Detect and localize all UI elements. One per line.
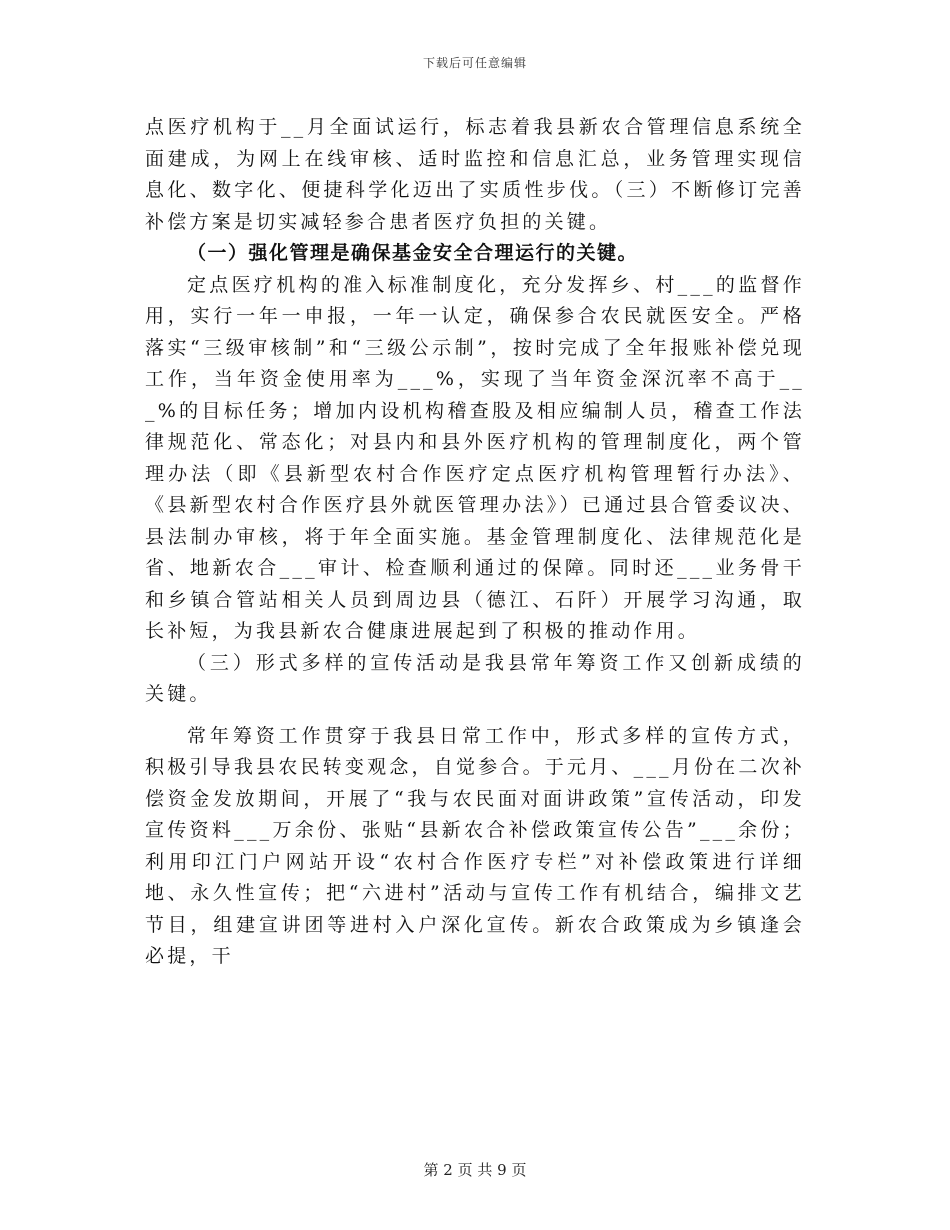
paragraph-continuation: 点医疗机构于__月全面试运行，标志着我县新农合管理信息系统全面建成，为网上在线审核、适时监控和信息汇总，业务管理实现信息化、数字化、便捷科学化迈出了实质性步伐。（三）不断修订完善补偿方案是切实减轻参合患者医疗负担的关键。 (145, 116, 805, 233)
section-heading-publicity: （三）形式多样的宣传活动是我县常年筹资工作又创新成绩的关键。 (145, 651, 805, 705)
page-number-footer: 第 2 页 共 9 页 (423, 1161, 527, 1179)
document-body (145, 112, 805, 973)
paragraph-publicity: 常年筹资工作贯穿于我县日常工作中，形式多样的宣传方式，积极引导我县农民转变观念，自觉参合。于元月、___月份在二次补偿资金发放期间，开展了“我与农民面对面讲政策”宣传活动，印发宣传资料___万余份、张贴“县新农合补偿政策宣传公告”___余份；利用印江门户网站开设“农村合作医疗专栏”对补偿政策进行详细地、永久性宣传；把“六进村”活动与宣传工作有机结合，编排文艺节目，组建宣讲团等进村入户深化宣传。新农合政策成为乡镇逢会必提，干 (145, 724, 805, 967)
section-heading-management: （一）强化管理是确保基金安全合理运行的关键。 (187, 242, 639, 264)
header-note: 下载后可任意编辑 (422, 56, 527, 70)
paragraph-management: 定点医疗机构的准入标准制度化，充分发挥乡、村___的监督作用，实行一年一申报，一年一认定，确保参合农民就医安全。严格落实“三级审核制”和“三级公示制”，按时完成了全年报账补偿兑现工作，当年资金使用率为___%，实现了当年资金深沉率不高于___%的目标任务；增加内设机构稽查股及相应编制人员，稽查工作法律规范化、常态化；对县内和县外医疗机构的管理制度化，两个管理办法（即《县新型农村合作医疗定点医疗机构管理暂行办法》、《县新型农村合作医疗县外就医管理办法》）已通过县合管委议决、县法制办审核，将于年全面实施。基金管理制度化、法律规范化是省、地新农合___审计、检查顺利通过的保障。同时还___业务骨干和乡镇合管站相关人员到周边县（德江、石阡）开展学习沟通，取长补短，为我县新农合健康进展起到了积极的推动作用。 (145, 273, 805, 642)
